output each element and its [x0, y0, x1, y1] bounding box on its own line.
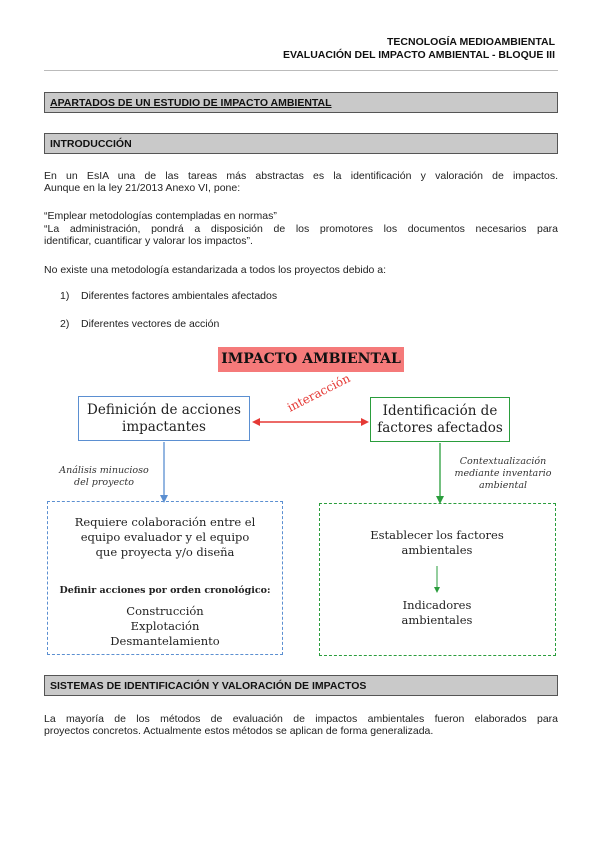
establish-factors-line1: Establecer los factores [370, 528, 504, 542]
context-note-line2: mediante inventario [454, 468, 552, 479]
section-apartados-title: APARTADOS DE UN ESTUDIO DE IMPACTO AMBIENTAL [50, 97, 332, 109]
actions-box-line1: Definición de acciones [87, 402, 241, 418]
establish-factors-text [337, 528, 537, 558]
interaction-arrow-right-head [361, 418, 369, 426]
interaction-label: interacción [285, 371, 353, 415]
factors-box-line2: factores afectados [377, 420, 503, 436]
phase-item: Explotación [130, 619, 200, 633]
intro-quote1: “Emplear metodologías contempladas en normas” [44, 210, 277, 222]
analysis-note-line2: del proyecto [74, 477, 134, 488]
collaboration-line1: Requiere colaboración entre el [74, 515, 256, 529]
intro-quote2-line1: “La administración, pondrá a disposición de los promotores los documentos necesarios para [44, 223, 558, 235]
phase-item: Desmantelamiento [110, 634, 220, 648]
factors-detail-box [319, 503, 556, 656]
diagram-title: IMPACTO AMBIENTAL [218, 347, 404, 372]
intro-p1-line2: Aunque en la ley 21/2013 Anexo VI, pone: [44, 182, 241, 194]
section-introduccion-title: INTRODUCCIÓN [50, 138, 132, 150]
intro-quote2-line2: identificar, cuantificar y valorar los impactos”. [44, 235, 253, 247]
interaction-arrow-left-head [252, 418, 260, 426]
actions-box-line2: impactantes [122, 419, 206, 435]
list-item-number: 1) [60, 290, 70, 302]
context-note [440, 456, 566, 492]
collaboration-text [60, 515, 270, 560]
phases-list [60, 604, 270, 649]
analysis-note [46, 465, 162, 489]
list-item-text: Diferentes vectores de acción [81, 318, 220, 330]
chronological-order-label: Definir acciones por orden cronológico: [59, 585, 271, 596]
phase-item: Construcción [126, 604, 204, 618]
header-subject: TECNOLOGÍA MEDIOAMBIENTAL [387, 36, 555, 48]
factors-box-line1: Identificación de [382, 403, 498, 419]
sistemas-line1: La mayoría de los métodos de evaluación de impactos ambientales fueron elaborados para [44, 713, 558, 725]
establish-factors-line2: ambientales [401, 543, 473, 557]
section-sistemas [44, 675, 558, 696]
list-item-text: Diferentes factores ambientales afectados [81, 290, 278, 302]
indicators-line1: Indicadores [402, 598, 472, 612]
collaboration-line2: equipo evaluador y el equipo [80, 530, 250, 544]
context-note-line3: ambiental [478, 480, 528, 491]
context-note-line1: Contextualización [459, 456, 547, 467]
sistemas-line2: proyectos concretos. Actualmente estos métodos se aplican de forma generalizada. [44, 725, 434, 737]
indicators-text [337, 598, 537, 628]
section-sistemas-title: SISTEMAS DE IDENTIFICACIÓN Y VALORACIÓN DE IMPACTOS [50, 680, 367, 692]
header-topic: EVALUACIÓN DEL IMPACTO AMBIENTAL - BLOQUE III [282, 49, 555, 61]
indicators-line2: ambientales [401, 613, 473, 627]
collaboration-line3: que proyecta y/o diseña [95, 545, 235, 559]
analysis-note-line1: Análisis minucioso [59, 465, 149, 476]
intro-p3: No existe una metodología estandarizada a todos los proyectos debido a: [44, 264, 387, 276]
list-item-number: 2) [60, 318, 70, 330]
intro-p1-line1: En un EsIA una de las tareas más abstractas es la identificación y valoración de impactos. [44, 170, 558, 182]
